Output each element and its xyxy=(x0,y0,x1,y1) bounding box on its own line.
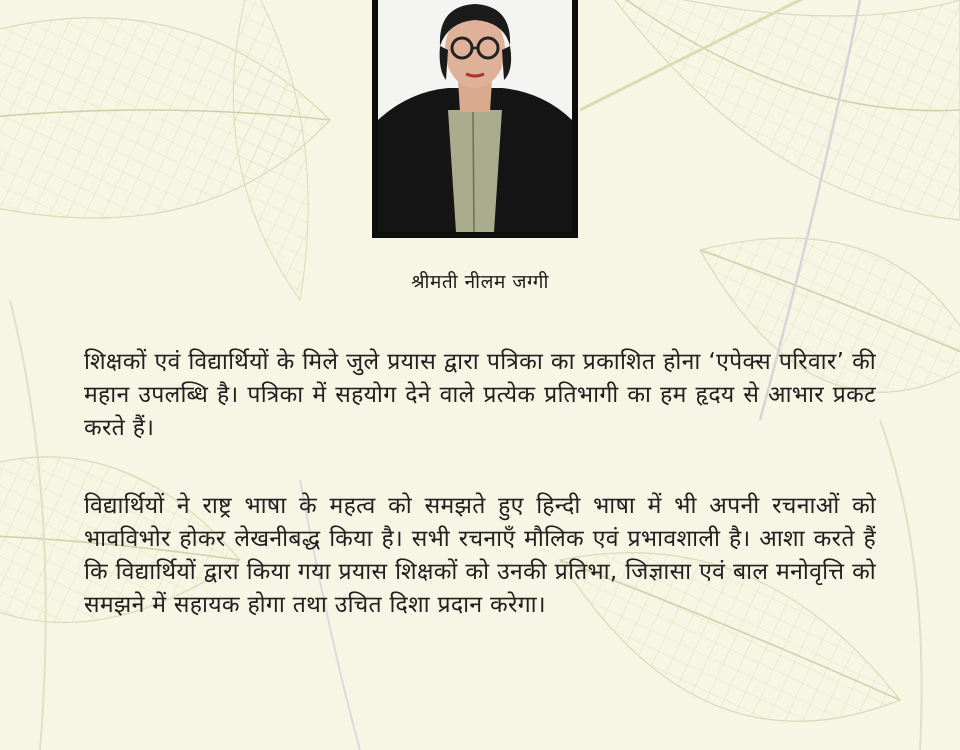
portrait-frame xyxy=(372,0,578,238)
body-paragraph-2: विद्यार्थियों ने राष्ट्र भाषा के महत्व को समझते हुए हिन्दी भाषा में भी अपनी रचनाओं को भावविभोर होकर लेखनीबद्ध किया है। सभी रचनाएँ मौलिक एवं प्रभावशाली है। आशा करते हैं कि विद्यार्थियों द्वारा किया गया प्रयास शिक्षकों को उनकी प्रतिभा, जिज्ञासा एवं बाल मनोवृत्ति को समझने में सहायक होगा तथा उचित दिशा प्रदान करेगा। xyxy=(84,493,876,618)
portrait-photo xyxy=(378,0,572,232)
body-paragraph-1: शिक्षकों एवं विद्यार्थियों के मिले जुले प्रयास द्वारा पत्रिका का प्रकाशित होना ‘एपेक्स परिवार’ की महान उपलब्धि है। पत्रिका में सहयोग देने वाले प्रत्येक प्रतिभागी का हम हृदय से आभार प्रकट करते हैं। xyxy=(84,349,876,441)
portrait-caption: श्रीमती नीलम जग्गी xyxy=(411,271,549,293)
